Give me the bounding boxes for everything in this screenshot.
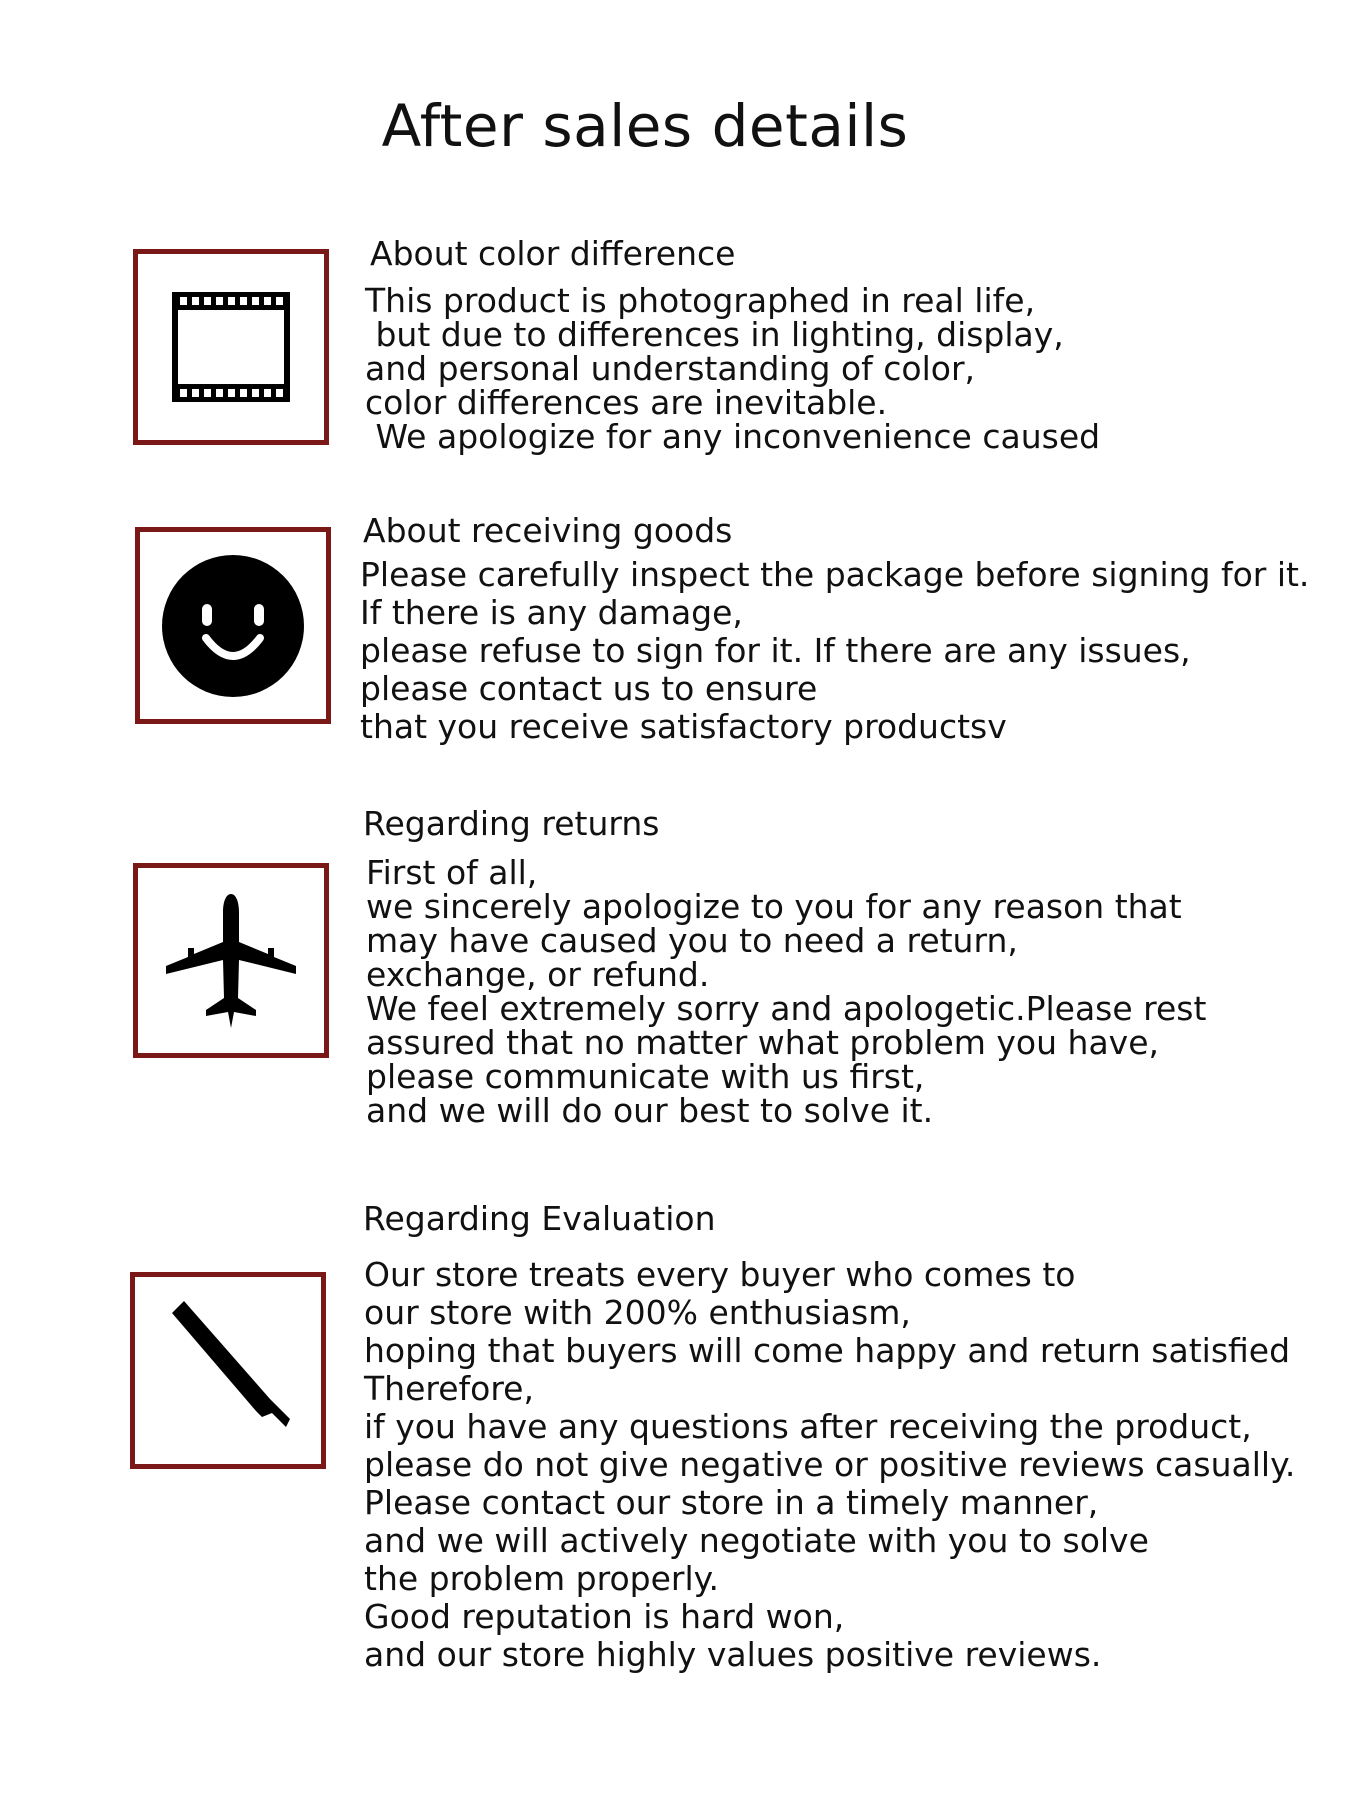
body-line: First of all, [366,853,538,892]
body-line: We apologize for any inconvenience caused [365,417,1101,456]
returns-icon-frame [133,863,329,1058]
section-body-color-difference [365,281,1101,456]
body-line: This product is photographed in real life, [365,281,1036,320]
body-line: and our store highly values positive reviews. [364,1635,1102,1674]
body-line: may have caused you to need a return, [366,921,1018,960]
body-line: our store with 200% enthusiasm, [364,1293,911,1332]
section-heading-returns: Regarding returns [363,804,660,843]
section-body-returns [366,853,1207,1130]
body-line: please do not give negative or positive reviews casually. [364,1445,1296,1484]
evaluation-icon-frame [130,1272,326,1469]
body-line: Therefore, [364,1369,534,1408]
section-body-receiving-goods [360,556,1309,746]
body-line: the problem properly. [364,1559,719,1598]
body-line: Please contact our store in a timely manner, [364,1483,1099,1522]
body-line: color differences are inevitable. [365,383,888,422]
section-heading-receiving-goods: About receiving goods [363,511,733,550]
body-line: that you receive satisfactory productsv [360,707,1007,746]
section-heading-color-difference: About color difference [370,234,736,273]
body-line: Please carefully inspect the package before signing for it. [360,555,1310,594]
body-line: please communicate with us first, [366,1057,925,1096]
body-line: we sincerely apologize to you for any reason that [366,887,1182,926]
body-line: We feel extremely sorry and apologetic.Please rest [366,989,1207,1028]
body-line: please contact us to ensure [360,669,818,708]
section-body-evaluation [364,1256,1295,1674]
smiley-icon [161,554,305,698]
body-line: If there is any damage, [360,593,743,632]
body-line: Our store treats every buyer who comes to [364,1255,1076,1294]
body-line: assured that no matter what problem you have, [366,1023,1159,1062]
body-line: if you have any questions after receiving the product, [364,1407,1252,1446]
body-line: please refuse to sign for it. If there are any issues, [360,631,1191,670]
body-line: hoping that buyers will come happy and return satisfied [364,1331,1291,1370]
airplane-icon [166,894,296,1028]
section-heading-evaluation: Regarding Evaluation [363,1199,716,1238]
body-line: exchange, or refund. [366,955,710,994]
pen-icon [158,1301,298,1441]
receiving-goods-icon-frame [135,527,331,724]
body-line: but due to differences in lighting, display, [365,315,1064,354]
body-line: and personal understanding of color, [365,349,976,388]
film-icon [172,292,290,402]
body-line: and we will actively negotiate with you to solve [364,1521,1149,1560]
color-difference-icon-frame [133,249,329,445]
body-line: and we will do our best to solve it. [366,1091,934,1130]
page-title: After sales details [381,92,909,160]
body-line: Good reputation is hard won, [364,1597,845,1636]
